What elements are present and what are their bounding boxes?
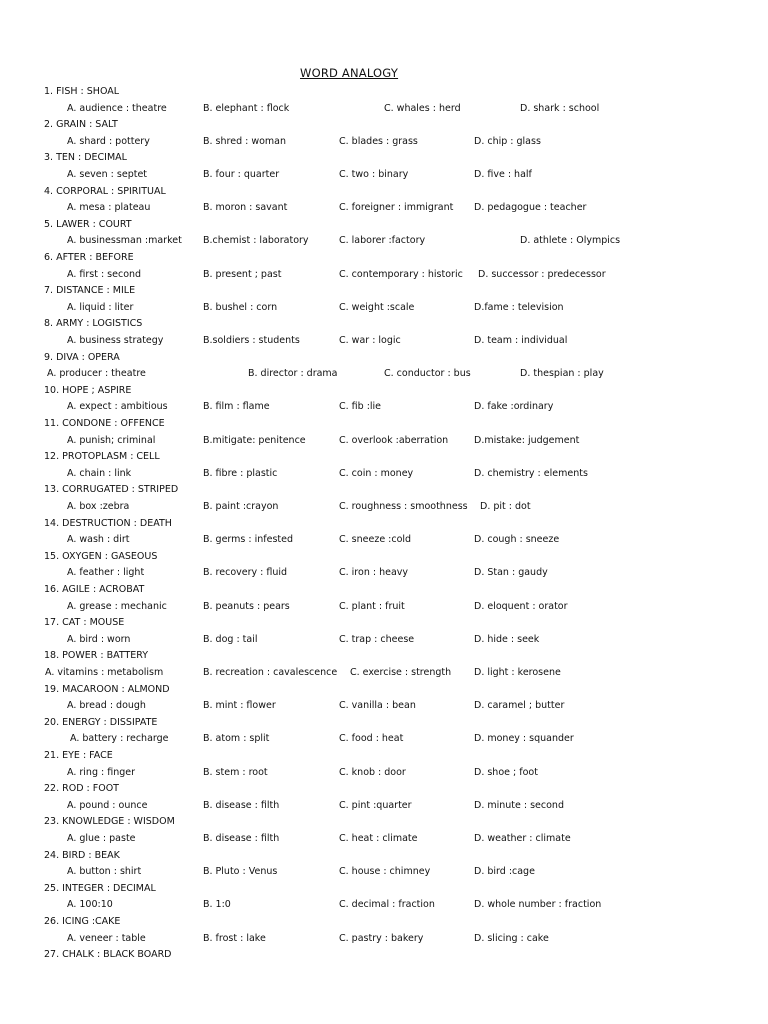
question-prompt: 20. ENERGY : DISSIPATE bbox=[44, 716, 158, 728]
question-options-line bbox=[0, 733, 768, 749]
question-options-line bbox=[0, 899, 768, 915]
answer-option: A. mesa : plateau bbox=[67, 202, 151, 214]
question-prompt-line bbox=[0, 385, 768, 401]
answer-option: B. recovery : fluid bbox=[203, 567, 288, 579]
question-prompt-line bbox=[0, 186, 768, 202]
question-options-line bbox=[0, 833, 768, 849]
answer-option: D.fame : television bbox=[474, 301, 564, 313]
answer-option: D. thespian : play bbox=[520, 368, 604, 380]
answer-option: D. team : individual bbox=[474, 335, 568, 346]
question-prompt-line bbox=[0, 949, 768, 965]
question-prompt-line bbox=[0, 285, 768, 301]
question-options-line bbox=[0, 269, 768, 285]
answer-option: D. hide : seek bbox=[474, 633, 540, 645]
question-prompt-line bbox=[0, 451, 768, 467]
question-options-line bbox=[0, 302, 768, 318]
question-options-line bbox=[0, 103, 768, 119]
answer-option: B. shred : woman bbox=[203, 135, 287, 147]
answer-option: B. director : drama bbox=[248, 368, 338, 380]
answer-option: A. feather : light bbox=[67, 567, 145, 579]
answer-option: D. light : kerosene bbox=[474, 667, 561, 678]
answer-option: C. vanilla : bean bbox=[339, 700, 416, 712]
question-prompt: 26. ICING :CAKE bbox=[44, 916, 121, 927]
question-prompt: 5. LAWER : COURT bbox=[44, 218, 132, 230]
answer-option: D. slicing : cake bbox=[474, 932, 549, 944]
question-options-line bbox=[0, 401, 768, 417]
answer-option: A. bread : dough bbox=[67, 700, 146, 712]
question-options-line bbox=[0, 335, 768, 351]
answer-option: A. first : second bbox=[67, 268, 142, 280]
answer-option: A. box :zebra bbox=[67, 501, 130, 512]
answer-option: D. caramel ; butter bbox=[474, 700, 565, 712]
answer-option: D. shark : school bbox=[520, 102, 600, 114]
answer-option: B. four : quarter bbox=[203, 169, 280, 180]
answer-option: C. two : binary bbox=[339, 169, 409, 180]
answer-option: A. pound : ounce bbox=[67, 799, 148, 811]
answer-option: B. stem : root bbox=[203, 766, 268, 778]
answer-option: C. fib :lie bbox=[339, 401, 382, 413]
question-prompt-line bbox=[0, 252, 768, 268]
answer-option: C. iron : heavy bbox=[339, 567, 409, 579]
answer-option: C. pint :quarter bbox=[339, 799, 412, 811]
answer-option: A. glue : paste bbox=[67, 833, 136, 844]
question-options-line bbox=[0, 634, 768, 650]
answer-option: C. decimal : fraction bbox=[339, 899, 435, 911]
answer-option: A. bird : worn bbox=[67, 633, 131, 645]
question-prompt: 1. FISH : SHOAL bbox=[44, 86, 120, 97]
answer-option: B. elephant : flock bbox=[203, 102, 290, 114]
answer-option: D. pedagogue : teacher bbox=[474, 202, 587, 214]
answer-option: B. atom : split bbox=[203, 733, 270, 745]
answer-option: B. present ; past bbox=[203, 268, 282, 280]
answer-option: C. heat : climate bbox=[339, 833, 418, 844]
answer-option: C. exercise : strength bbox=[350, 667, 452, 678]
answer-option: C. overlook :aberration bbox=[339, 434, 449, 446]
answer-option: C. laborer :factory bbox=[339, 235, 426, 247]
question-prompt: 21. EYE : FACE bbox=[44, 750, 113, 761]
answer-option: B. Pluto : Venus bbox=[203, 866, 278, 878]
answer-option: A. button : shirt bbox=[67, 866, 142, 878]
question-prompt: 9. DIVA : OPERA bbox=[44, 351, 120, 363]
question-prompt: 12. PROTOPLASM : CELL bbox=[44, 451, 160, 463]
answer-option: D. minute : second bbox=[474, 799, 564, 811]
answer-option: B. recreation : cavalescence bbox=[203, 667, 338, 678]
answer-option: C. contemporary : historic bbox=[339, 268, 463, 280]
answer-option: B. disease : filth bbox=[203, 799, 280, 811]
answer-option: C. plant : fruit bbox=[339, 600, 405, 612]
question-prompt: 7. DISTANCE : MILE bbox=[44, 285, 136, 297]
answer-option: B.soldiers : students bbox=[203, 335, 300, 346]
answer-option: C. weight :scale bbox=[339, 301, 415, 313]
answer-option: B.chemist : laboratory bbox=[203, 235, 309, 247]
answer-option: C. war : logic bbox=[339, 335, 401, 346]
answer-option: A. wash : dirt bbox=[67, 534, 130, 546]
question-prompt: 8. ARMY : LOGISTICS bbox=[44, 318, 143, 330]
answer-option: B. film : flame bbox=[203, 401, 270, 413]
question-options-line bbox=[0, 667, 768, 683]
document-title: WORD ANALOGY bbox=[300, 66, 399, 80]
question-prompt: 17. CAT : MOUSE bbox=[44, 617, 125, 629]
question-prompt-line bbox=[0, 86, 768, 102]
answer-option: C. blades : grass bbox=[339, 135, 418, 147]
question-prompt: 23. KNOWLEDGE : WISDOM bbox=[44, 816, 175, 828]
question-options-line bbox=[0, 567, 768, 583]
question-prompt: 10. HOPE ; ASPIRE bbox=[44, 384, 132, 396]
question-prompt: 4. CORPORAL : SPIRITUAL bbox=[44, 185, 166, 197]
question-options-line bbox=[0, 767, 768, 783]
answer-option: D. money : squander bbox=[474, 733, 574, 745]
answer-option: C. roughness : smoothness bbox=[339, 501, 468, 512]
question-prompt: 22. ROD : FOOT bbox=[44, 783, 119, 795]
answer-option: A. seven : septet bbox=[67, 169, 148, 180]
question-prompt-line bbox=[0, 484, 768, 500]
question-prompt: 13. CORRUGATED : STRIPED bbox=[44, 484, 179, 496]
question-prompt-line bbox=[0, 717, 768, 733]
question-options-line bbox=[0, 368, 768, 384]
question-prompt-line bbox=[0, 684, 768, 700]
answer-option: A. liquid : liter bbox=[67, 301, 134, 313]
answer-option: B. bushel : corn bbox=[203, 301, 278, 313]
answer-option: A. battery : recharge bbox=[70, 733, 169, 745]
answer-option: D. bird :cage bbox=[474, 866, 535, 878]
answer-option: C. knob : door bbox=[339, 766, 406, 778]
answer-option: C. house : chimney bbox=[339, 866, 431, 878]
question-options-line bbox=[0, 235, 768, 251]
question-prompt-line bbox=[0, 518, 768, 534]
answer-option: C. coin : money bbox=[339, 467, 414, 479]
question-prompt-line bbox=[0, 650, 768, 666]
question-prompt: 25. INTEGER : DECIMAL bbox=[44, 882, 156, 894]
answer-option: A. businessman :market bbox=[67, 235, 182, 247]
answer-option: A. vitamins : metabolism bbox=[45, 667, 164, 678]
question-prompt: 24. BIRD : BEAK bbox=[44, 849, 120, 861]
question-options-line bbox=[0, 800, 768, 816]
question-prompt-line bbox=[0, 152, 768, 168]
answer-option: B. 1:0 bbox=[203, 899, 231, 911]
answer-option: A. business strategy bbox=[67, 335, 164, 346]
answer-option: C. trap : cheese bbox=[339, 633, 415, 645]
question-options-line bbox=[0, 534, 768, 550]
answer-option: A. audience : theatre bbox=[67, 102, 167, 114]
question-options-line bbox=[0, 601, 768, 617]
answer-option: B. germs : infested bbox=[203, 534, 294, 546]
question-prompt: 16. AGILE : ACROBAT bbox=[44, 584, 145, 595]
question-options-line bbox=[0, 700, 768, 716]
question-prompt-line bbox=[0, 850, 768, 866]
question-prompt: 11. CONDONE : OFFENCE bbox=[44, 418, 165, 429]
answer-option: B. dog : tail bbox=[203, 633, 258, 645]
answer-option: B. frost : lake bbox=[203, 932, 266, 944]
answer-option: C. pastry : bakery bbox=[339, 932, 424, 944]
question-prompt-line bbox=[0, 816, 768, 832]
answer-option: D. weather : climate bbox=[474, 833, 571, 844]
answer-option: A. ring : finger bbox=[67, 766, 135, 778]
answer-option: A. 100:10 bbox=[67, 899, 113, 911]
answer-option: A. punish; criminal bbox=[67, 434, 156, 446]
answer-option: C. whales : herd bbox=[384, 102, 461, 114]
answer-option: D. whole number : fraction bbox=[474, 899, 602, 911]
answer-option: C. food : heat bbox=[339, 733, 404, 745]
answer-option: D. chemistry : elements bbox=[474, 467, 588, 479]
answer-option: C. sneeze :cold bbox=[339, 534, 412, 546]
question-options-line bbox=[0, 468, 768, 484]
question-prompt-line bbox=[0, 119, 768, 135]
answer-option: D. eloquent : orator bbox=[474, 600, 568, 612]
answer-option: D. pit : dot bbox=[480, 501, 531, 512]
answer-option: B. moron : savant bbox=[203, 202, 288, 214]
question-options-line bbox=[0, 169, 768, 185]
answer-option: B. fibre : plastic bbox=[203, 467, 278, 479]
question-prompt: 27. CHALK : BLACK BOARD bbox=[44, 949, 172, 961]
question-options-line bbox=[0, 136, 768, 152]
answer-option: B. paint :crayon bbox=[203, 501, 279, 512]
question-prompt-line bbox=[0, 584, 768, 600]
answer-option: B. disease : filth bbox=[203, 833, 280, 844]
question-options-line bbox=[0, 202, 768, 218]
question-prompt-line bbox=[0, 318, 768, 334]
answer-option: D. shoe ; foot bbox=[474, 766, 538, 778]
answer-option: A. chain : link bbox=[67, 467, 132, 479]
answer-option: D. athlete : Olympics bbox=[520, 235, 621, 247]
answer-option: A. expect : ambitious bbox=[67, 401, 168, 413]
question-prompt-line bbox=[0, 219, 768, 235]
question-options-line bbox=[0, 435, 768, 451]
answer-option: D. chip : glass bbox=[474, 135, 541, 147]
answer-option: D. cough : sneeze bbox=[474, 534, 560, 546]
answer-option: A. veneer : table bbox=[67, 932, 146, 944]
answer-option: B. peanuts : pears bbox=[203, 600, 290, 612]
question-prompt-line bbox=[0, 783, 768, 799]
answer-option: D. five : half bbox=[474, 169, 532, 180]
answer-option: A. grease : mechanic bbox=[67, 600, 167, 612]
question-prompt: 18. POWER : BATTERY bbox=[44, 650, 149, 662]
question-prompt-line bbox=[0, 551, 768, 567]
question-prompt-line bbox=[0, 418, 768, 434]
answer-option: D. Stan : gaudy bbox=[474, 567, 548, 579]
question-prompt: 15. OXYGEN : GASEOUS bbox=[44, 550, 158, 562]
question-prompt-line bbox=[0, 883, 768, 899]
question-prompt-line bbox=[0, 916, 768, 932]
question-prompt-line bbox=[0, 750, 768, 766]
answer-option: C. conductor : bus bbox=[384, 368, 471, 380]
question-options-line bbox=[0, 933, 768, 949]
question-prompt-line bbox=[0, 617, 768, 633]
question-prompt: 3. TEN : DECIMAL bbox=[44, 152, 127, 164]
answer-option: D. successor : predecessor bbox=[478, 268, 606, 280]
question-prompt: 14. DESTRUCTION : DEATH bbox=[44, 517, 172, 529]
question-prompt: 2. GRAIN : SALT bbox=[44, 119, 118, 131]
answer-option: B.mitigate: penitence bbox=[203, 434, 306, 446]
question-prompt: 6. AFTER : BEFORE bbox=[44, 252, 134, 263]
answer-option: D. fake :ordinary bbox=[474, 401, 554, 413]
answer-option: A. shard : pottery bbox=[67, 135, 150, 147]
question-options-line bbox=[0, 866, 768, 882]
answer-option: A. producer : theatre bbox=[47, 368, 146, 380]
answer-option: D.mistake: judgement bbox=[474, 434, 580, 446]
question-prompt: 19. MACAROON : ALMOND bbox=[44, 683, 170, 695]
question-options-line bbox=[0, 501, 768, 517]
answer-option: B. mint : flower bbox=[203, 700, 276, 712]
answer-option: C. foreigner : immigrant bbox=[339, 202, 454, 214]
question-prompt-line bbox=[0, 352, 768, 368]
